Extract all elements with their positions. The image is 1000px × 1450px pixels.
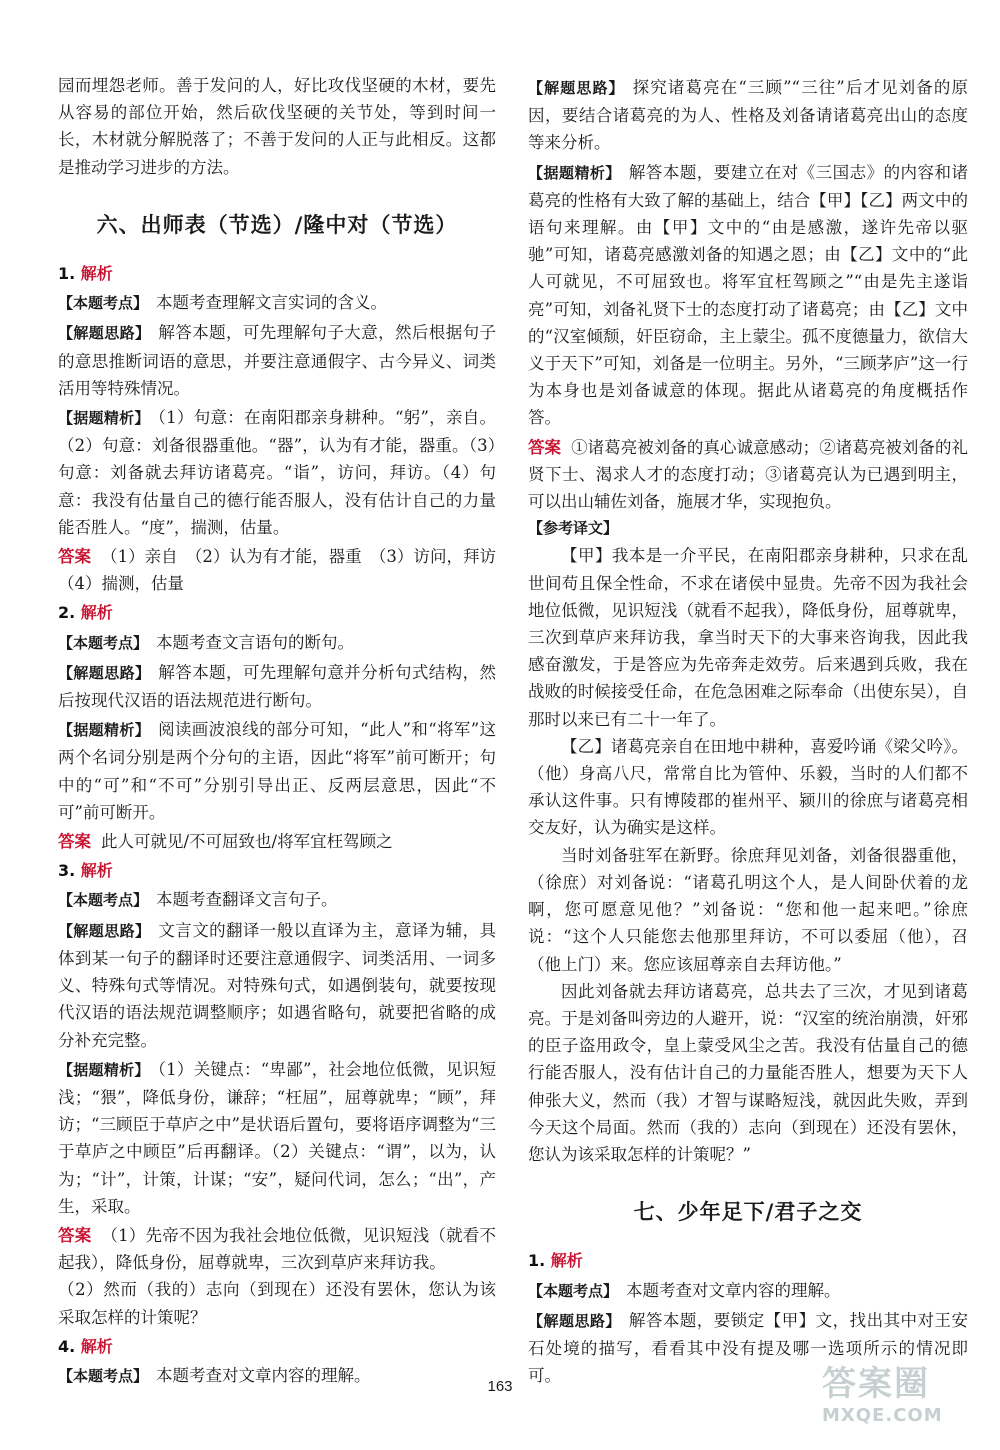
q1-solution-idea: [58, 319, 496, 402]
q3-key-point: [58, 886, 496, 914]
page-number: 163: [487, 1378, 513, 1395]
key-point-text: 本题考查理解文言实词的含义。: [156, 293, 388, 313]
analysis-text: （1）关键点：“卑鄙”，社会地位低微，见识短浅；“猥”，降低身份，谦辞；“枉屈”，屈尊就卑；“顾”，拜访；“三顾臣于草庐之中”是状语后置句，要将语序调整为“三于草庐之中顾臣”后再翻译。（2）关键点：“谓”，以为，认为；“计”，计策，计谋；“安”，疑问代词，怎么；“出”，产生，采取。: [58, 1059, 496, 1216]
solution-text: 探究诸葛亮在“三顾”“三往”后才见刘备的原因，要结合诸葛亮的为人、性格及刘备请诸葛亮出山的态度等来分析。: [528, 78, 968, 153]
question-2-header: [58, 599, 496, 626]
key-point-tag: 【本题考点】: [58, 1366, 149, 1385]
watermark-logo: [822, 1356, 982, 1436]
answer-text: （1）先帝不因为我社会地位低微，见识短浅（就看不起我），降低身份，屈尊就卑，三次到草庐来拜访我。: [58, 1225, 497, 1273]
solution-tag: 【解题思路】: [528, 1311, 621, 1330]
section-title-7: 七、少年足下/君子之交: [633, 1199, 863, 1225]
solution-tag: 【解题思路】: [528, 79, 625, 97]
q4-answer: [528, 434, 968, 516]
analysis-text: 阅读画波浪线的部分可知，“此人”和“将军”这两个名词分别是两个分句的主语，因此“将军”前可断开；句中的“可”和“不可”分别引导出正、反两层意思，因此“不可”前可断开。: [58, 720, 496, 822]
translation-paragraph-4: 因此刘备就去拜访诸葛亮，总共去了三次，才见到诸葛亮。于是刘备叫旁边的人避开，说：“汉室的统治崩溃，奸邪的臣子盗用政令，皇上蒙受风尘之苦。我没有估量自己的德行能否服人，没有估计自己的力量能否胜人，想要为天下人伸张大义，然而（我）才智与谋略短浅，就因此失败，弄到今天这个局面。然而（我的）志向（到现在）还没有罢休，您认为该采取怎样的计策呢？”: [528, 981, 968, 1164]
q2-key-point: [58, 629, 496, 657]
answer-label: 答案: [58, 832, 91, 852]
q1-answer: [58, 543, 513, 597]
key-point-tag: 【本题考点】: [58, 294, 149, 313]
key-point-text: 本题考查对文章内容的理解。: [156, 1365, 371, 1385]
q3-detail-analysis: [58, 1056, 496, 1220]
question-number: 4.: [58, 1336, 76, 1356]
solution-text: 解答本题，要锁定【甲】文，找出其中对王安石处境的描写，看看其中没有提及哪一选项所示的情况即可。: [528, 1310, 968, 1386]
answer-label: 答案: [58, 547, 92, 567]
question-1-header: [58, 260, 496, 287]
q3-answer-part2: （2）然而（我的）志向（到现在）还没有罢休，您认为该采取怎样的计策呢？: [58, 1280, 496, 1327]
key-point-tag: 【本题考点】: [58, 891, 149, 910]
q3-solution-idea: [58, 917, 496, 1054]
watermark-line-2: MXQE.COM: [822, 1405, 943, 1426]
question-number: 2.: [58, 603, 76, 623]
section-title-6: 六、出师表（节选）/隆中对（节选）: [96, 211, 458, 237]
key-point-tag: 【本题考点】: [528, 1281, 619, 1300]
q1-detail-analysis: [58, 404, 496, 541]
analysis-tag: 【据题精析】: [528, 163, 621, 182]
q2-answer: [58, 828, 496, 855]
intro-paragraph: 园而埋怨老师。善于发问的人，好比攻伐坚硬的木材，要先从容易的部位开始，然后砍伐坚硬的关节处，等到时间一长，木材就分解脱落了；不善于发问的人正与此相反。这都是推动学习进步的方法。: [58, 76, 496, 177]
solution-text: 解答本题，可先理解句意并分析句式结构，然后按现代汉语的语法规范进行断句。: [58, 662, 496, 711]
q4-detail-analysis: [528, 159, 968, 432]
q3-answer: [58, 1222, 496, 1276]
question-4-header: [58, 1333, 496, 1360]
answer-label: 答案: [528, 437, 562, 457]
analysis-label: 解析: [80, 1336, 113, 1356]
section7-question-1-header: [528, 1247, 968, 1274]
question-number: 3.: [58, 861, 76, 881]
translation-paragraph-yi: 【乙】诸葛亮亲自在田地中耕种，喜爱吟诵《梁父吟》。（他）身高八尺，常常自比为管仲、乐毅，当时的人们都不承认这件事。只有博陵郡的崔州平、颍川的徐庶与诸葛亮相交友好，认为确实是这样。: [528, 736, 968, 838]
analysis-label: 解析: [550, 1251, 583, 1271]
translation-paragraph-3: 当时刘备驻军在新野。徐庶拜见刘备，刘备很器重他，（徐庶）对刘备说：“诸葛孔明这个人，是人间卧伏着的龙啊，您可愿意见他？”刘备说：“您和他一起来吧。”徐庶说：“这个人只能您去他那里拜访，不可以委屈（他），召（他上门）来。您应该屈尊亲自去拜访他。”: [528, 845, 968, 974]
answer-label: 答案: [58, 1225, 92, 1245]
answer-text: ①诸葛亮被刘备的真心诚意感动；②诸葛亮被刘备的礼贤下士、渴求人才的态度打动；③诸葛亮认为已遇到明主，可以出山辅佐刘备，施展才华，实现抱负。: [528, 437, 969, 512]
analysis-tag: 【据题精析】: [58, 409, 150, 428]
analysis-tag: 【据题精析】: [58, 721, 151, 740]
solution-tag: 【解题思路】: [58, 324, 151, 343]
solution-tag: 【解题思路】: [58, 921, 151, 940]
question-number: 1.: [528, 1251, 546, 1271]
answer-text: 此人可就见/不可屈致也/将军宜枉驾顾之: [101, 832, 393, 852]
key-point-text: 本题考查文言语句的断句。: [156, 632, 355, 652]
key-point-tag: 【本题考点】: [58, 633, 149, 652]
translation-paragraph-jia: 【甲】我本是一介平民，在南阳郡亲身耕种，只求在乱世间苟且保全性命，不求在诸侯中显贵。先帝不因为我社会地位低微，见识短浅（就看不起我），降低身份，屈尊就卑，三次到草庐来拜访我，拿当时天下的大事来咨询我，因此我感奋激发，于是答应为先帝奔走效劳。后来遇到兵败，我在战败的时候接受任命，在危急困难之际奉命（出使东吴），自那时以来已有二十一年了。: [528, 546, 968, 729]
analysis-label: 解析: [80, 861, 113, 881]
analysis-tag: 【据题精析】: [58, 1060, 150, 1079]
right-column: [528, 72, 968, 1389]
analysis-text: （1）句意：在南阳郡亲身耕种。“躬”，亲自。（2）句意：刘备很器重他。“器”，认为有才能，器重。（3）句意：刘备就去拜访诸葛亮。“诣”，访问，拜访。（4）句意：我没有估量自己的德行能否服人，没有估计自己的力量能否胜人。“度”，揣测，估量。: [58, 408, 496, 537]
s7-q1-key-point: [528, 1277, 968, 1305]
solution-tag: 【解题思路】: [58, 663, 151, 682]
question-number: 1.: [58, 264, 76, 284]
solution-text: 文言文的翻译一般以直译为主，意译为辅，具体到某一句子的翻译时还要注意通假字、词类活用、一词多义、特殊句式等情况。对特殊句式，如遇倒装句，就要按现代汉语的语法规范调整顺序；如遇省略句，就要把省略的成分补充完整。: [58, 920, 496, 1050]
q2-detail-analysis: [58, 716, 496, 826]
key-point-text: 本题考查对文章内容的理解。: [626, 1280, 841, 1300]
solution-text: 解答本题，可先理解句子大意，然后根据句子的意思推断词语的意思，并要注意通假字、古今异义、词类活用等特殊情况。: [58, 323, 496, 398]
q4-solution-idea: [528, 74, 968, 157]
analysis-label: 解析: [80, 264, 113, 284]
question-3-header: [58, 857, 496, 884]
analysis-text: 解答本题，要建立在对《三国志》的内容和诸葛亮的性格有大致了解的基础上，结合【甲】【乙】两文中的语句来理解。由【甲】文中的“由是感激，遂许先帝以驱驰”可知，诸葛亮感激刘备的知遇之恩；由【乙】文中的“此人可就见，不可屈致也。将军宜枉驾顾之”“由是先主遂诣亮”可知，刘备礼贤下士的态度打动了诸葛亮；由【乙】文中的“汉室倾颓，奸臣窃命，主上蒙尘。孤不度德量力，欲信大义于天下”可知，刘备是一位明主。另外，“三顾茅庐”这一行为本身也是刘备诚意的体现。据此从诸葛亮的角度概括作答。: [528, 162, 968, 428]
q1-key-point: [58, 289, 496, 317]
reference-translation-label: 【参考译文】: [528, 519, 619, 538]
analysis-label: 解析: [80, 603, 113, 623]
q2-solution-idea: [58, 659, 496, 714]
key-point-text: 本题考查翻译文言句子。: [156, 890, 338, 910]
answer-text: （1）亲自 （2）认为有才能，器重 （3）访问，拜访 （4）揣测，估量: [58, 547, 513, 594]
watermark-line-1: 答案圈: [822, 1364, 930, 1404]
